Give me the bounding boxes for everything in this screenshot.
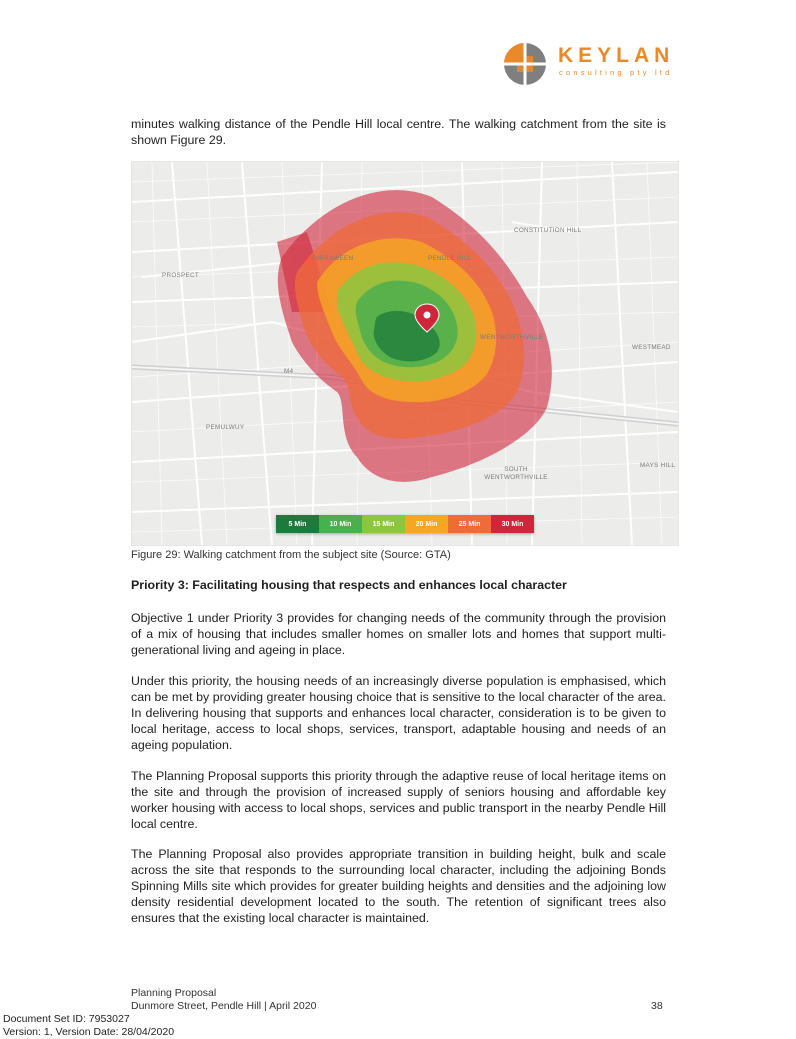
- logo-tagline: consulting pty ltd: [559, 68, 673, 77]
- footer-document-title: Planning Proposal: [131, 987, 217, 999]
- walking-catchment-map: [131, 161, 679, 546]
- body-paragraph-1: Objective 1 under Priority 3 provides for changing needs of the community through the provision of a mix of housing that includes smaller homes on smaller lots and homes that support multi-generational living and ageing in place.: [131, 611, 666, 658]
- section-heading: Priority 3: Facilitating housing that respects and enhances local character: [131, 578, 567, 592]
- map-legend: [276, 515, 534, 533]
- logo-mark-icon: [503, 42, 547, 86]
- body-paragraph-3: The Planning Proposal supports this priority through the adaptive reuse of local heritage items on the site and through the provision of increased supply of seniors housing and affordable key worker housing with access to local shops, services and public transport in the nearby Pendle Hill local centre.: [131, 769, 666, 832]
- legend-30-min: 30 Min: [491, 515, 534, 533]
- logo-wordmark: KEYLAN: [558, 44, 675, 67]
- page-footer: [131, 987, 316, 1013]
- page-number: 38: [651, 1000, 663, 1012]
- map-label-m4: M4: [284, 368, 294, 375]
- map-label-south-wentworthville: SOUTH WENTWORTHVILLE: [484, 466, 548, 481]
- map-label-wentworthville: WENTWORTHVILLE: [480, 334, 544, 341]
- figure-caption: Figure 29: Walking catchment from the subject site (Source: GTA): [131, 549, 451, 561]
- legend-25-min: 25 Min: [448, 515, 491, 533]
- map-canvas: [132, 162, 678, 545]
- document-metadata: [3, 1013, 174, 1039]
- legend-5-min: 5 Min: [276, 515, 319, 533]
- map-label-girraween: GIRRAWEEN: [312, 255, 354, 262]
- body-paragraph-2: Under this priority, the housing needs of an increasingly diverse population is emphasised, which can be met by providing greater housing choice that is sensitive to the local character of the area. In delivering housing that supports and enhances local character, consideration is to be given to local heritage, access to local shops, services, transport, adaptable housing and needs of an ageing population.: [131, 674, 666, 753]
- map-label-mays-hill: MAYS HILL: [640, 462, 676, 469]
- legend-15-min: 15 Min: [362, 515, 405, 533]
- company-logo: [503, 42, 673, 88]
- body-paragraph-4: The Planning Proposal also provides appropriate transition in building height, bulk and scale across the site that responds to the surrounding local character, including the adjoining Bonds Spinning Mills site which provides for greater building heights and densities and the adjoining low density residential development located to the south. The retention of significant trees also ensures that the existing local character is maintained.: [131, 847, 666, 926]
- footer-site-date: Dunmore Street, Pendle Hill | April 2020: [131, 1000, 317, 1012]
- map-label-pendle-hill: PENDLE HILL: [428, 255, 472, 262]
- map-label-westmead: WESTMEAD: [632, 344, 671, 351]
- legend-10-min: 10 Min: [319, 515, 362, 533]
- map-label-constitution-hill: CONSTITUTION HILL: [514, 227, 582, 234]
- map-label-prospect: PROSPECT: [162, 272, 200, 279]
- legend-20-min: 20 Min: [405, 515, 448, 533]
- intro-paragraph: minutes walking distance of the Pendle Hill local centre. The walking catchment from the site is shown Figure 29.: [131, 117, 666, 148]
- document-set-id: Document Set ID: 7953027: [3, 1013, 130, 1025]
- document-version: Version: 1, Version Date: 28/04/2020: [3, 1026, 175, 1038]
- map-label-pemulwuy: PEMULWUY: [206, 424, 245, 431]
